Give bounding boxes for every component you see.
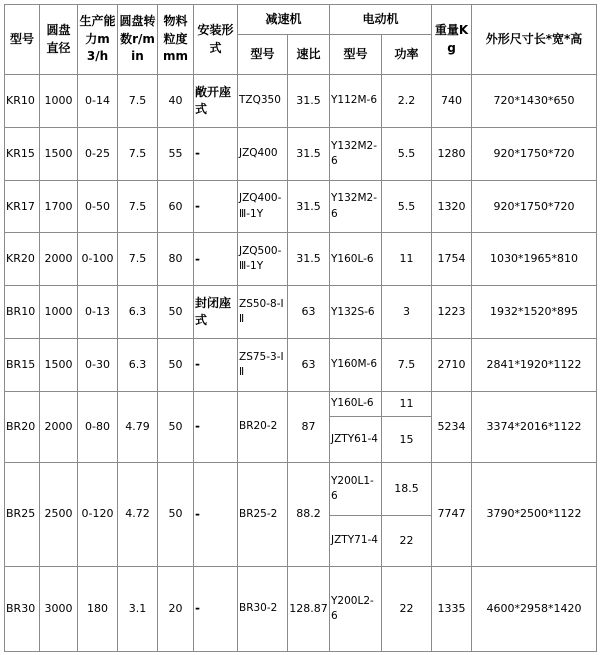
table-row [5, 391, 597, 416]
cell-diameter: 2000 [40, 233, 78, 286]
cell-diameter: 3000 [40, 566, 78, 651]
cell-motor-power: 5.5 [382, 180, 432, 233]
cell-reducer-model: JZQ500-Ⅲ-1Y [238, 233, 288, 286]
cell-particle: 60 [158, 180, 194, 233]
cell-dimensions: 920*1750*720 [472, 180, 597, 233]
cell-model: KR17 [5, 180, 40, 233]
cell-motor-power: 3 [382, 286, 432, 339]
cell-weight: 1320 [432, 180, 472, 233]
cell-mount: 敞开座式 [194, 75, 238, 128]
cell-speed: 7.5 [118, 127, 158, 180]
cell-weight: 1335 [432, 566, 472, 651]
cell-speed: 4.79 [118, 391, 158, 462]
cell-particle: 55 [158, 127, 194, 180]
cell-reducer-model: JZQ400-Ⅲ-1Y [238, 180, 288, 233]
cell-ratio: 128.87 [288, 566, 330, 651]
cell-motor-model: Y160L-6 [330, 391, 382, 416]
cell-model: BR10 [5, 286, 40, 339]
cell-diameter: 1000 [40, 286, 78, 339]
cell-motor-model: Y200L2-6 [330, 566, 382, 651]
cell-capacity: 0-13 [78, 286, 118, 339]
cell-motor-model: JZTY71-4 [330, 515, 382, 566]
cell-reducer-model: ZS75-3-ⅠⅡ [238, 339, 288, 392]
table-body [5, 75, 597, 652]
table-row [5, 233, 597, 286]
cell-particle: 50 [158, 286, 194, 339]
cell-dimensions: 4600*2958*1420 [472, 566, 597, 651]
cell-diameter: 2000 [40, 391, 78, 462]
cell-reducer-model: BR20-2 [238, 391, 288, 462]
cell-motor-power: 7.5 [382, 339, 432, 392]
header-reducer: 减速机 [238, 5, 330, 35]
header-model: 型号 [5, 5, 40, 75]
cell-mount: - [194, 462, 238, 566]
cell-weight: 2710 [432, 339, 472, 392]
cell-particle: 50 [158, 391, 194, 462]
cell-particle: 50 [158, 339, 194, 392]
cell-ratio: 31.5 [288, 75, 330, 128]
cell-model: BR25 [5, 462, 40, 566]
spec-table [4, 4, 597, 652]
cell-speed: 7.5 [118, 233, 158, 286]
cell-motor-model: Y132M2-6 [330, 180, 382, 233]
cell-dimensions: 3374*2016*1122 [472, 391, 597, 462]
cell-capacity: 0-120 [78, 462, 118, 566]
cell-mount: - [194, 180, 238, 233]
cell-motor-power: 22 [382, 566, 432, 651]
cell-diameter: 1500 [40, 127, 78, 180]
cell-motor-power: 11 [382, 391, 432, 416]
cell-capacity: 0-50 [78, 180, 118, 233]
cell-particle: 20 [158, 566, 194, 651]
cell-weight: 1754 [432, 233, 472, 286]
cell-capacity: 0-14 [78, 75, 118, 128]
header-particle-size: 物料粒度mm [158, 5, 194, 75]
header-dimensions: 外形尺寸长*宽*高 [472, 5, 597, 75]
cell-model: BR30 [5, 566, 40, 651]
cell-motor-power: 11 [382, 233, 432, 286]
cell-model: BR15 [5, 339, 40, 392]
cell-model: KR15 [5, 127, 40, 180]
cell-speed: 7.5 [118, 75, 158, 128]
cell-dimensions: 1932*1520*895 [472, 286, 597, 339]
cell-mount: - [194, 566, 238, 651]
header-capacity: 生产能力m3/h [78, 5, 118, 75]
cell-reducer-model: BR30-2 [238, 566, 288, 651]
cell-model: BR20 [5, 391, 40, 462]
cell-capacity: 0-100 [78, 233, 118, 286]
cell-mount: - [194, 339, 238, 392]
table-row [5, 462, 597, 515]
cell-motor-model: JZTY61-4 [330, 417, 382, 463]
cell-particle: 80 [158, 233, 194, 286]
header-weight: 重量Kg [432, 5, 472, 75]
cell-capacity: 180 [78, 566, 118, 651]
cell-dimensions: 3790*2500*1122 [472, 462, 597, 566]
header-motor: 电动机 [330, 5, 432, 35]
header-motor-power: 功率 [382, 35, 432, 75]
cell-speed: 7.5 [118, 180, 158, 233]
cell-motor-power: 5.5 [382, 127, 432, 180]
cell-motor-model: Y200L1-6 [330, 462, 382, 515]
cell-motor-model: Y132S-6 [330, 286, 382, 339]
table-row [5, 339, 597, 392]
table-row [5, 566, 597, 651]
header-mounting: 安装形式 [194, 5, 238, 75]
cell-speed: 4.72 [118, 462, 158, 566]
cell-motor-power: 2.2 [382, 75, 432, 128]
cell-diameter: 1700 [40, 180, 78, 233]
table-row [5, 127, 597, 180]
cell-model: KR10 [5, 75, 40, 128]
cell-model: KR20 [5, 233, 40, 286]
cell-ratio: 63 [288, 339, 330, 392]
cell-mount: - [194, 127, 238, 180]
cell-weight: 1223 [432, 286, 472, 339]
cell-diameter: 1500 [40, 339, 78, 392]
cell-ratio: 88.2 [288, 462, 330, 566]
cell-weight: 740 [432, 75, 472, 128]
cell-dimensions: 720*1430*650 [472, 75, 597, 128]
cell-speed: 6.3 [118, 339, 158, 392]
cell-motor-model: Y160L-6 [330, 233, 382, 286]
cell-particle: 40 [158, 75, 194, 128]
header-disc-diameter: 圆盘直径 [40, 5, 78, 75]
cell-ratio: 31.5 [288, 180, 330, 233]
cell-weight: 7747 [432, 462, 472, 566]
cell-reducer-model: BR25-2 [238, 462, 288, 566]
cell-diameter: 1000 [40, 75, 78, 128]
cell-ratio: 31.5 [288, 127, 330, 180]
cell-reducer-model: JZQ400 [238, 127, 288, 180]
cell-ratio: 63 [288, 286, 330, 339]
cell-ratio: 87 [288, 391, 330, 462]
cell-motor-model: Y112M-6 [330, 75, 382, 128]
header-motor-model: 型号 [330, 35, 382, 75]
cell-speed: 3.1 [118, 566, 158, 651]
cell-speed: 6.3 [118, 286, 158, 339]
header-reducer-ratio: 速比 [288, 35, 330, 75]
cell-mount: 封闭座式 [194, 286, 238, 339]
header-disc-speed: 圆盘转数r/min [118, 5, 158, 75]
cell-mount: - [194, 391, 238, 462]
cell-dimensions: 2841*1920*1122 [472, 339, 597, 392]
cell-particle: 50 [158, 462, 194, 566]
cell-motor-model: Y132M2-6 [330, 127, 382, 180]
cell-capacity: 0-25 [78, 127, 118, 180]
cell-capacity: 0-30 [78, 339, 118, 392]
cell-weight: 1280 [432, 127, 472, 180]
cell-mount: - [194, 233, 238, 286]
table-row [5, 75, 597, 128]
cell-motor-model: Y160M-6 [330, 339, 382, 392]
cell-ratio: 31.5 [288, 233, 330, 286]
cell-motor-power: 15 [382, 417, 432, 463]
header-reducer-model: 型号 [238, 35, 288, 75]
cell-reducer-model: TZQ350 [238, 75, 288, 128]
cell-weight: 5234 [432, 391, 472, 462]
cell-capacity: 0-80 [78, 391, 118, 462]
cell-dimensions: 920*1750*720 [472, 127, 597, 180]
cell-motor-power: 18.5 [382, 462, 432, 515]
cell-dimensions: 1030*1965*810 [472, 233, 597, 286]
cell-reducer-model: ZS50-8-ⅠⅡ [238, 286, 288, 339]
table-row [5, 286, 597, 339]
cell-motor-power: 22 [382, 515, 432, 566]
cell-diameter: 2500 [40, 462, 78, 566]
table-row [5, 180, 597, 233]
